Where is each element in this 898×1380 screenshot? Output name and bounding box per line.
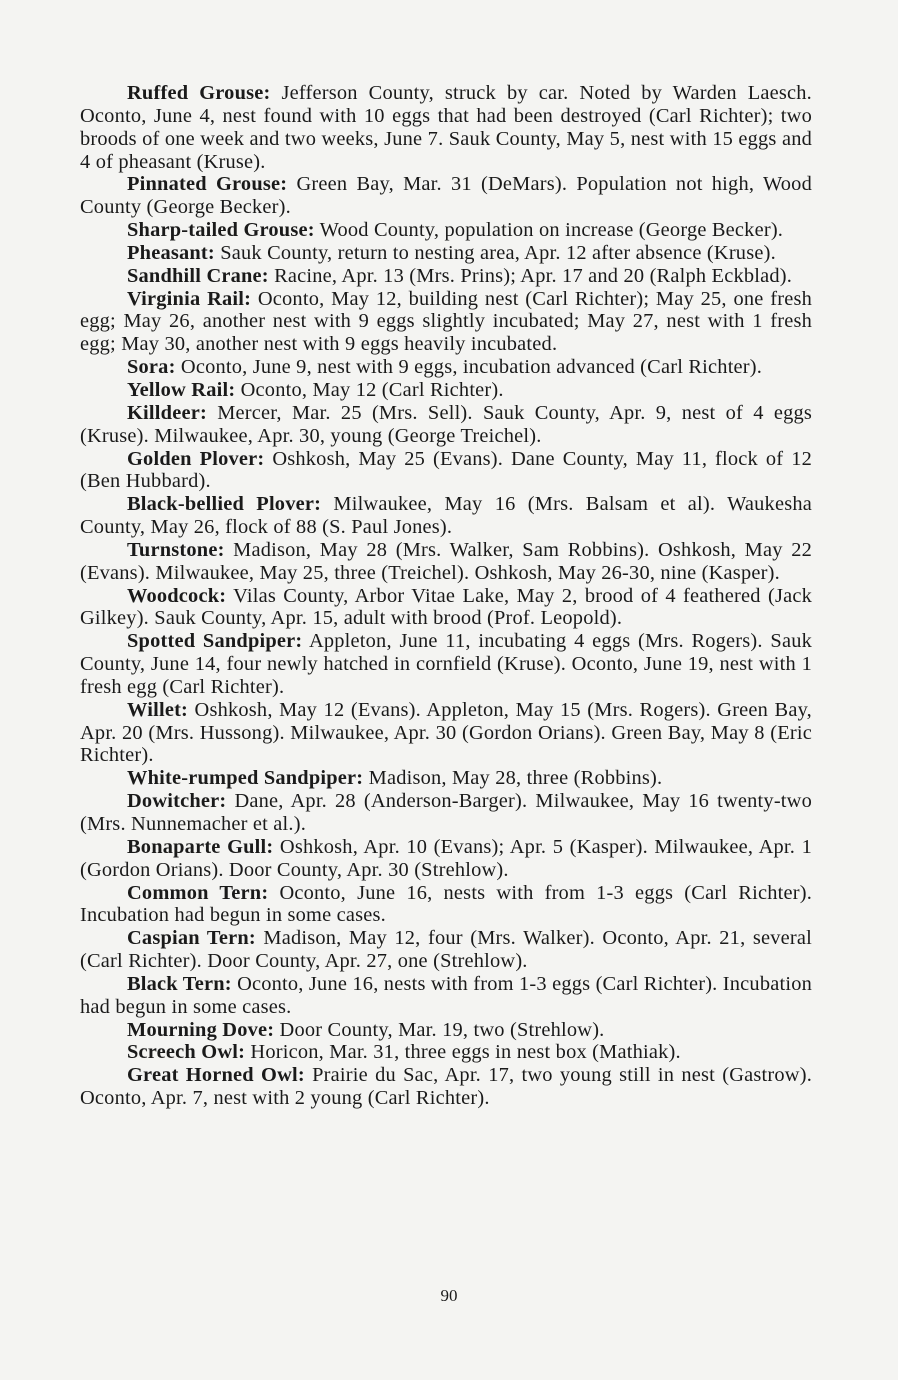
species-name: Screech Owl: — [127, 1041, 246, 1064]
species-name: Sharp-tailed Grouse: — [127, 219, 315, 242]
species-name: Turnstone: — [127, 538, 225, 561]
species-name: Pinnated Grouse: — [127, 173, 288, 196]
page-number: 90 — [440, 1286, 458, 1305]
record-text: Oshkosh, May 12 (Evans). Appleton, May 15 (Mrs. Rogers). Green Bay, Apr. 20 (Mrs. Hussong). Milwaukee, Apr. 30 (Gordon Orians). Green Bay, May 8 (Eric Richter). — [80, 698, 812, 767]
record-yellow-rail — [80, 379, 812, 402]
species-name: Great Horned Owl: — [127, 1064, 305, 1087]
record-virginia-rail — [80, 288, 812, 357]
record-turnstone — [80, 539, 812, 585]
record-common-tern — [80, 882, 812, 928]
record-text: Madison, May 28 (Mrs. Walker, Sam Robbins). Oshkosh, May 22 (Evans). Milwaukee, May 25, three (Treichel). Oshkosh, May 26-30, nine (Kasper). — [80, 538, 812, 584]
record-text: Jefferson County, struck by car. Noted by Warden Laesch. Oconto, June 4, nest found with 10 eggs that had been destroyed (Carl Richter); two broods of one week and two weeks, June 7. Sauk County, May 5, nest with 15 eggs and 4 of pheasant (Kruse). — [80, 82, 812, 173]
species-name: Bonaparte Gull: — [127, 835, 274, 858]
record-black-bellied-plover — [80, 493, 812, 539]
record-sora — [80, 356, 812, 379]
species-name: Black Tern: — [127, 972, 232, 995]
record-text: Oconto, May 12, building nest (Carl Richter); May 25, one fresh egg; May 26, another nest with 9 eggs slightly incubated; May 27, nest with 1 fresh egg; May 30, another nest with 9 eggs heavily incubated. — [80, 287, 812, 356]
record-text: Racine, Apr. 13 (Mrs. Prins); Apr. 17 and 20 (Ralph Eckblad). — [274, 264, 793, 287]
species-name: Caspian Tern: — [127, 927, 256, 950]
record-willet — [80, 699, 812, 768]
species-records — [80, 82, 812, 1110]
record-text: Dane, Apr. 28 (Anderson-Barger). Milwaukee, May 16 twenty-two (Mrs. Nunnemacher et al.). — [80, 790, 812, 835]
record-great-horned-owl — [80, 1064, 812, 1110]
species-name: Virginia Rail: — [127, 287, 252, 310]
record-text: Oconto, June 16, nests with from 1-3 eggs (Carl Richter). Incubation had begun in some cases. — [80, 881, 812, 927]
species-name: Golden Plover: — [127, 447, 265, 470]
record-text: Oshkosh, Apr. 10 (Evans); Apr. 5 (Kasper). Milwaukee, Apr. 1 (Gordon Orians). Door County, Apr. 30 (Strehlow). — [80, 835, 812, 881]
species-name: Woodcock: — [127, 584, 227, 607]
species-name: Willet: — [127, 698, 189, 721]
record-text: Oconto, June 16, nests with from 1-3 eggs (Carl Richter). Incubation had begun in some cases. — [80, 972, 812, 1018]
record-text: Wood County, population on increase (George Becker). — [319, 219, 784, 242]
record-text: Madison, May 12, four (Mrs. Walker). Oconto, Apr. 21, several (Carl Richter). Door County, Apr. 27, one (Strehlow). — [80, 927, 812, 973]
record-text: Milwaukee, May 16 (Mrs. Balsam et al). Waukesha County, May 26, flock of 88 (S. Paul Jones). — [80, 493, 812, 539]
species-name: Sora: — [127, 356, 176, 379]
species-name: Yellow Rail: — [127, 378, 236, 401]
species-name: Pheasant: — [127, 241, 215, 264]
species-name: Killdeer: — [127, 401, 207, 424]
record-screech-owl — [80, 1041, 812, 1064]
species-name: Mourning Dove: — [127, 1018, 275, 1041]
record-killdeer — [80, 402, 812, 448]
species-name: White-rumped Sandpiper: — [127, 767, 364, 790]
species-name: Spotted Sandpiper: — [127, 630, 303, 653]
record-black-tern — [80, 973, 812, 1019]
record-spotted-sandpiper — [80, 630, 812, 699]
record-golden-plover — [80, 448, 812, 494]
record-text: Vilas County, Arbor Vitae Lake, May 2, brood of 4 feathered (Jack Gilkey). Sauk County, Apr. 15, adult with brood (Prof. Leopold). — [80, 584, 812, 630]
record-text: Oshkosh, May 25 (Evans). Dane County, May 11, flock of 12 (Ben Hubbard). — [80, 447, 812, 493]
record-text: Door County, Mar. 19, two (Strehlow). — [279, 1018, 605, 1041]
record-pinnated-grouse — [80, 173, 812, 219]
record-woodcock — [80, 585, 812, 631]
record-mourning-dove — [80, 1019, 812, 1042]
species-name: Common Tern: — [127, 881, 269, 904]
record-pheasant — [80, 242, 812, 265]
record-text: Green Bay, Mar. 31 (DeMars). Population not high, Wood County (George Becker). — [80, 173, 812, 219]
record-ruffed-grouse — [80, 82, 812, 173]
record-text: Prairie du Sac, Apr. 17, two young still in nest (Gastrow). Oconto, Apr. 7, nest with 2 young (Carl Richter). — [80, 1064, 812, 1110]
species-name: Dowitcher: — [127, 790, 227, 813]
record-text: Sauk County, return to nesting area, Apr. 12 after absence (Kruse). — [220, 241, 776, 264]
record-text: Oconto, May 12 (Carl Richter). — [240, 378, 504, 401]
record-dowitcher — [80, 790, 812, 836]
species-name: Sandhill Crane: — [127, 264, 269, 287]
record-text: Madison, May 28, three (Robbins). — [368, 767, 663, 790]
record-text: Appleton, June 11, incubating 4 eggs (Mrs. Rogers). Sauk County, June 14, four newly hatched in cornfield (Kruse). Oconto, June 19, nest with 1 fresh egg (Carl Richter). — [80, 630, 812, 698]
record-sandhill-crane — [80, 265, 812, 288]
species-name: Ruffed Grouse: — [127, 82, 271, 104]
record-text: Oconto, June 9, nest with 9 eggs, incubation advanced (Carl Richter). — [180, 356, 763, 379]
record-bonaparte-gull — [80, 836, 812, 882]
record-sharp-tailed-grouse — [80, 219, 812, 242]
record-text: Horicon, Mar. 31, three eggs in nest box (Mathiak). — [250, 1041, 681, 1064]
record-text: Mercer, Mar. 25 (Mrs. Sell). Sauk County, Apr. 9, nest of 4 eggs (Kruse). Milwaukee, Apr. 30, young (George Treichel). — [80, 401, 812, 447]
record-white-rumped-sandpiper — [80, 767, 812, 790]
record-caspian-tern — [80, 927, 812, 973]
species-name: Black-bellied Plover: — [127, 493, 322, 516]
